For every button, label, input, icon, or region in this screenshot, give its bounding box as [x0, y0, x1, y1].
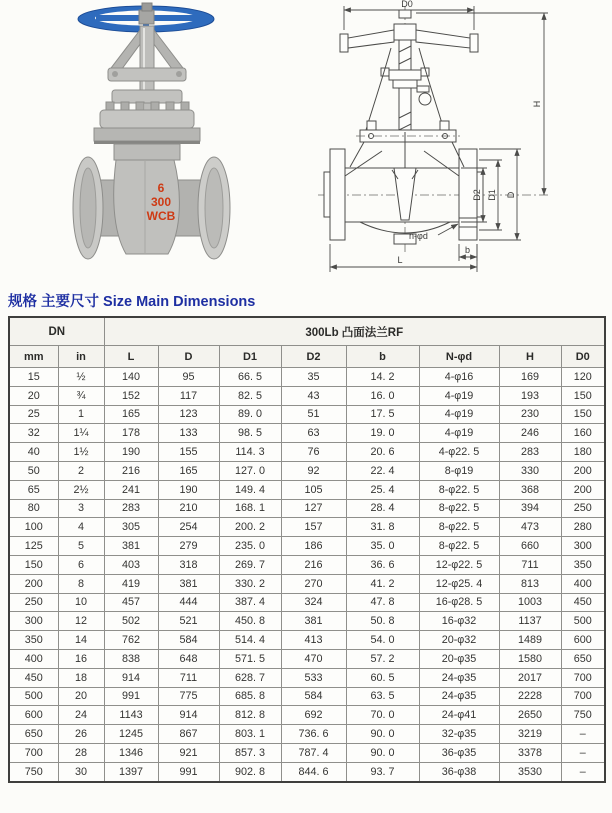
- table-cell: 19. 0: [346, 424, 419, 443]
- table-cell: 5: [58, 537, 104, 556]
- table-cell: 584: [158, 631, 219, 650]
- table-cell: 63: [281, 424, 346, 443]
- table-cell: 660: [499, 537, 561, 556]
- table-cell: 18: [58, 668, 104, 687]
- table-cell: 700: [9, 743, 58, 762]
- valve-bonnet: [94, 102, 200, 160]
- table-cell: 3378: [499, 743, 561, 762]
- table-cell: 3530: [499, 762, 561, 781]
- table-cell: 2: [58, 461, 104, 480]
- table-cell: 381: [104, 537, 158, 556]
- table-cell: 350: [561, 555, 605, 574]
- table-cell: 20: [9, 386, 58, 405]
- table-cell: 750: [561, 706, 605, 725]
- table-cell: 168. 1: [219, 499, 281, 518]
- table-cell: 36-φ38: [419, 762, 499, 781]
- table-cell: 450. 8: [219, 612, 281, 631]
- table-cell: 51: [281, 405, 346, 424]
- table-cell: 650: [9, 725, 58, 744]
- table-cell: 89. 0: [219, 405, 281, 424]
- table-cell: 381: [281, 612, 346, 631]
- table-cell: 210: [158, 499, 219, 518]
- table-cell: 50: [9, 461, 58, 480]
- table-cell: 92: [281, 461, 346, 480]
- table-cell: 2017: [499, 668, 561, 687]
- table-cell: 43: [281, 386, 346, 405]
- table-cell: 775: [158, 687, 219, 706]
- column-header-d1: D1: [219, 346, 281, 368]
- table-cell: 12: [58, 612, 104, 631]
- body-section: [324, 132, 483, 244]
- table-cell: 991: [104, 687, 158, 706]
- table-cell: 600: [9, 706, 58, 725]
- table-row: [9, 368, 605, 387]
- table-row: [9, 668, 605, 687]
- table-cell: 152: [104, 386, 158, 405]
- table-cell: 125: [9, 537, 58, 556]
- table-cell: 450: [561, 593, 605, 612]
- table-row: [9, 424, 605, 443]
- table-cell: 200. 2: [219, 518, 281, 537]
- table-row: [9, 499, 605, 518]
- table-cell: 16: [58, 649, 104, 668]
- valve-drawing: [312, 0, 612, 282]
- table-cell: 24-φ35: [419, 687, 499, 706]
- table-cell: 838: [104, 649, 158, 668]
- table-cell: 82. 5: [219, 386, 281, 405]
- table-cell: 500: [561, 612, 605, 631]
- table-cell: 57. 2: [346, 649, 419, 668]
- table-cell: 186: [281, 537, 346, 556]
- column-header-d0: D0: [561, 346, 605, 368]
- table-cell: 700: [561, 687, 605, 706]
- table-cell: 93. 7: [346, 762, 419, 781]
- valve-photo: [56, 2, 278, 276]
- table-cell: 300: [9, 612, 58, 631]
- table-cell: 250: [561, 499, 605, 518]
- table-cell: 324: [281, 593, 346, 612]
- table-cell: 1: [58, 405, 104, 424]
- table-cell: 813: [499, 574, 561, 593]
- table-cell: 8-φ19: [419, 461, 499, 480]
- table-cell: 1137: [499, 612, 561, 631]
- table-cell: 4-φ19: [419, 405, 499, 424]
- table-cell: 66. 5: [219, 368, 281, 387]
- table-cell: 1489: [499, 631, 561, 650]
- table-cell: 269. 7: [219, 555, 281, 574]
- table-cell: 692: [281, 706, 346, 725]
- table-row: [9, 725, 605, 744]
- table-cell: 65: [9, 480, 58, 499]
- table-header-series: 300Lb 凸面法兰RF: [104, 317, 605, 346]
- table-cell: 35: [281, 368, 346, 387]
- table-row: [9, 443, 605, 462]
- table-row: [9, 743, 605, 762]
- table-cell: 350: [9, 631, 58, 650]
- table-cell: 90. 0: [346, 725, 419, 744]
- table-cell: 1580: [499, 649, 561, 668]
- table-cell: 3219: [499, 725, 561, 744]
- table-cell: 20-φ35: [419, 649, 499, 668]
- table-cell: 120: [561, 368, 605, 387]
- table-cell: 150: [9, 555, 58, 574]
- table-row: [9, 593, 605, 612]
- table-cell: 31. 8: [346, 518, 419, 537]
- table-cell: 17. 5: [346, 405, 419, 424]
- table-row: [9, 480, 605, 499]
- table-cell: 16-φ28. 5: [419, 593, 499, 612]
- table-row: [9, 461, 605, 480]
- table-cell: 305: [104, 518, 158, 537]
- table-cell: 230: [499, 405, 561, 424]
- table-cell: 25. 4: [346, 480, 419, 499]
- table-cell: 149. 4: [219, 480, 281, 499]
- table-cell: 20. 6: [346, 443, 419, 462]
- table-cell: 844. 6: [281, 762, 346, 781]
- table-cell: 2650: [499, 706, 561, 725]
- table-cell: 100: [9, 518, 58, 537]
- table-cell: 6: [58, 555, 104, 574]
- table-column-header-row: [9, 346, 605, 368]
- table-cell: 600: [561, 631, 605, 650]
- table-cell: 521: [158, 612, 219, 631]
- column-header-b: b: [346, 346, 419, 368]
- table-cell: 47. 8: [346, 593, 419, 612]
- table-cell: 812. 8: [219, 706, 281, 725]
- table-row: [9, 687, 605, 706]
- table-cell: 1¼: [58, 424, 104, 443]
- table-cell: 123: [158, 405, 219, 424]
- table-cell: 160: [561, 424, 605, 443]
- table-cell: 8-φ22. 5: [419, 518, 499, 537]
- table-cell: 63. 5: [346, 687, 419, 706]
- table-cell: 8: [58, 574, 104, 593]
- table-cell: –: [561, 762, 605, 781]
- table-cell: 200: [561, 461, 605, 480]
- table-cell: 24-φ41: [419, 706, 499, 725]
- table-cell: 330: [499, 461, 561, 480]
- table-cell: 914: [104, 668, 158, 687]
- table-cell: 902. 8: [219, 762, 281, 781]
- table-cell: 235. 0: [219, 537, 281, 556]
- table-cell: 12-φ25. 4: [419, 574, 499, 593]
- table-cell: 127. 0: [219, 461, 281, 480]
- table-row: [9, 612, 605, 631]
- table-cell: 50. 8: [346, 612, 419, 631]
- table-cell: 8-φ22. 5: [419, 480, 499, 499]
- table-cell: 4: [58, 518, 104, 537]
- dim-label-l: L: [397, 255, 403, 265]
- table-row: [9, 706, 605, 725]
- table-cell: 133: [158, 424, 219, 443]
- table-cell: 4-φ16: [419, 368, 499, 387]
- table-cell: 90. 0: [346, 743, 419, 762]
- table-row: [9, 555, 605, 574]
- table-cell: 60. 5: [346, 668, 419, 687]
- table-cell: 140: [104, 368, 158, 387]
- table-cell: 40: [9, 443, 58, 462]
- table-cell: 20: [58, 687, 104, 706]
- table-cell: 502: [104, 612, 158, 631]
- table-cell: 700: [561, 668, 605, 687]
- table-cell: 254: [158, 518, 219, 537]
- table-row: [9, 537, 605, 556]
- table-cell: 169: [499, 368, 561, 387]
- table-cell: 216: [104, 461, 158, 480]
- dimensions-table: [8, 316, 606, 783]
- marking-size: 6: [157, 181, 165, 195]
- table-cell: 70. 0: [346, 706, 419, 725]
- table-row: [9, 386, 605, 405]
- table-cell: 14. 2: [346, 368, 419, 387]
- table-cell: 419: [104, 574, 158, 593]
- table-row: [9, 405, 605, 424]
- table-cell: 3: [58, 499, 104, 518]
- table-cell: 584: [281, 687, 346, 706]
- table-cell: 1245: [104, 725, 158, 744]
- table-cell: 571. 5: [219, 649, 281, 668]
- table-cell: 105: [281, 480, 346, 499]
- table-cell: 35. 0: [346, 537, 419, 556]
- table-cell: 28: [58, 743, 104, 762]
- table-cell: 250: [9, 593, 58, 612]
- table-cell: 32: [9, 424, 58, 443]
- table-cell: 650: [561, 649, 605, 668]
- table-cell: 20-φ32: [419, 631, 499, 650]
- table-cell: 8-φ22. 5: [419, 537, 499, 556]
- table-cell: 246: [499, 424, 561, 443]
- table-cell: 685. 8: [219, 687, 281, 706]
- column-header-h: H: [499, 346, 561, 368]
- table-cell: 80: [9, 499, 58, 518]
- table-cell: 28. 4: [346, 499, 419, 518]
- table-cell: 12-φ22. 5: [419, 555, 499, 574]
- table-cell: 368: [499, 480, 561, 499]
- table-row: [9, 762, 605, 781]
- table-cell: 165: [104, 405, 158, 424]
- table-cell: 736. 6: [281, 725, 346, 744]
- table-cell: 200: [9, 574, 58, 593]
- table-cell: 180: [561, 443, 605, 462]
- table-cell: 150: [561, 386, 605, 405]
- table-cell: ¾: [58, 386, 104, 405]
- dim-label-d1: D1: [487, 189, 497, 201]
- table-cell: 190: [158, 480, 219, 499]
- table-cell: 16-φ32: [419, 612, 499, 631]
- table-cell: 711: [158, 668, 219, 687]
- table-cell: 54. 0: [346, 631, 419, 650]
- table-cell: 193: [499, 386, 561, 405]
- table-cell: 2228: [499, 687, 561, 706]
- marking-material: WCB: [146, 209, 176, 223]
- table-cell: 330. 2: [219, 574, 281, 593]
- table-cell: 178: [104, 424, 158, 443]
- table-cell: 381: [158, 574, 219, 593]
- table-cell: 4-φ19: [419, 424, 499, 443]
- table-cell: 457: [104, 593, 158, 612]
- column-header-mm: mm: [9, 346, 58, 368]
- table-cell: 117: [158, 386, 219, 405]
- table-cell: 400: [561, 574, 605, 593]
- table-cell: 514. 4: [219, 631, 281, 650]
- table-cell: 22. 4: [346, 461, 419, 480]
- page-title: 规格 主要尺寸 Size Main Dimensions: [8, 294, 256, 310]
- dim-label-d2: D2: [472, 189, 482, 201]
- table-cell: 1143: [104, 706, 158, 725]
- column-header-in: in: [58, 346, 104, 368]
- table-cell: 30: [58, 762, 104, 781]
- table-cell: 32-φ35: [419, 725, 499, 744]
- table-cell: 98. 5: [219, 424, 281, 443]
- column-header-d: D: [158, 346, 219, 368]
- table-cell: 762: [104, 631, 158, 650]
- table-row: [9, 631, 605, 650]
- table-row: [9, 518, 605, 537]
- table-cell: 318: [158, 555, 219, 574]
- table-cell: 1½: [58, 443, 104, 462]
- table-cell: –: [561, 743, 605, 762]
- table-cell: 8-φ22. 5: [419, 499, 499, 518]
- table-cell: 867: [158, 725, 219, 744]
- dim-label-d: D: [506, 191, 516, 199]
- table-cell: 4-φ19: [419, 386, 499, 405]
- table-cell: 41. 2: [346, 574, 419, 593]
- table-cell: 2½: [58, 480, 104, 499]
- table-cell: 216: [281, 555, 346, 574]
- table-cell: 470: [281, 649, 346, 668]
- table-cell: 921: [158, 743, 219, 762]
- table-cell: 914: [158, 706, 219, 725]
- table-cell: 155: [158, 443, 219, 462]
- table-cell: 95: [158, 368, 219, 387]
- table-cell: 473: [499, 518, 561, 537]
- table-cell: 26: [58, 725, 104, 744]
- table-cell: 24: [58, 706, 104, 725]
- table-group-header-row: [9, 317, 605, 346]
- table-cell: 150: [561, 405, 605, 424]
- table-cell: 36. 6: [346, 555, 419, 574]
- marking-class: 300: [150, 195, 172, 209]
- table-cell: 991: [158, 762, 219, 781]
- table-cell: 533: [281, 668, 346, 687]
- table-header-dn: DN: [9, 317, 104, 346]
- table-cell: 400: [9, 649, 58, 668]
- table-row: [9, 649, 605, 668]
- dim-label-h: H: [532, 100, 542, 108]
- table-cell: 394: [499, 499, 561, 518]
- table-cell: 750: [9, 762, 58, 781]
- table-cell: 165: [158, 461, 219, 480]
- table-cell: 16. 0: [346, 386, 419, 405]
- table-cell: 1346: [104, 743, 158, 762]
- table-body: [9, 368, 605, 782]
- table-cell: 300: [561, 537, 605, 556]
- table-cell: 76: [281, 443, 346, 462]
- table-cell: 387. 4: [219, 593, 281, 612]
- table-cell: 270: [281, 574, 346, 593]
- table-cell: 200: [561, 480, 605, 499]
- table-cell: 413: [281, 631, 346, 650]
- table-cell: 628. 7: [219, 668, 281, 687]
- table-cell: 450: [9, 668, 58, 687]
- table-cell: 283: [499, 443, 561, 462]
- table-cell: 711: [499, 555, 561, 574]
- table-cell: 114. 3: [219, 443, 281, 462]
- table-cell: 283: [104, 499, 158, 518]
- table-cell: 403: [104, 555, 158, 574]
- table-cell: 127: [281, 499, 346, 518]
- table-cell: 803. 1: [219, 725, 281, 744]
- table-cell: 190: [104, 443, 158, 462]
- column-header-d2: D2: [281, 346, 346, 368]
- table-cell: 857. 3: [219, 743, 281, 762]
- table-cell: 157: [281, 518, 346, 537]
- stem-and-yoke: [366, 40, 444, 132]
- dim-label-d0: D0: [401, 0, 413, 9]
- table-cell: 241: [104, 480, 158, 499]
- column-header-nphid: N-φd: [419, 346, 499, 368]
- table-cell: 279: [158, 537, 219, 556]
- table-cell: 36-φ35: [419, 743, 499, 762]
- dim-label-b: b: [465, 245, 471, 255]
- dim-label-n-phi-d: n-φd: [409, 231, 428, 241]
- table-cell: 4-φ22. 5: [419, 443, 499, 462]
- table-cell: 280: [561, 518, 605, 537]
- table-cell: 14: [58, 631, 104, 650]
- table-cell: 24-φ35: [419, 668, 499, 687]
- table-cell: 648: [158, 649, 219, 668]
- column-header-l: L: [104, 346, 158, 368]
- table-cell: –: [561, 725, 605, 744]
- table-cell: 25: [9, 405, 58, 424]
- table-cell: 500: [9, 687, 58, 706]
- table-cell: 444: [158, 593, 219, 612]
- table-cell: 15: [9, 368, 58, 387]
- table-cell: 787. 4: [281, 743, 346, 762]
- table-cell: 1397: [104, 762, 158, 781]
- table-cell: ½: [58, 368, 104, 387]
- table-cell: 10: [58, 593, 104, 612]
- table-row: [9, 574, 605, 593]
- table-cell: 1003: [499, 593, 561, 612]
